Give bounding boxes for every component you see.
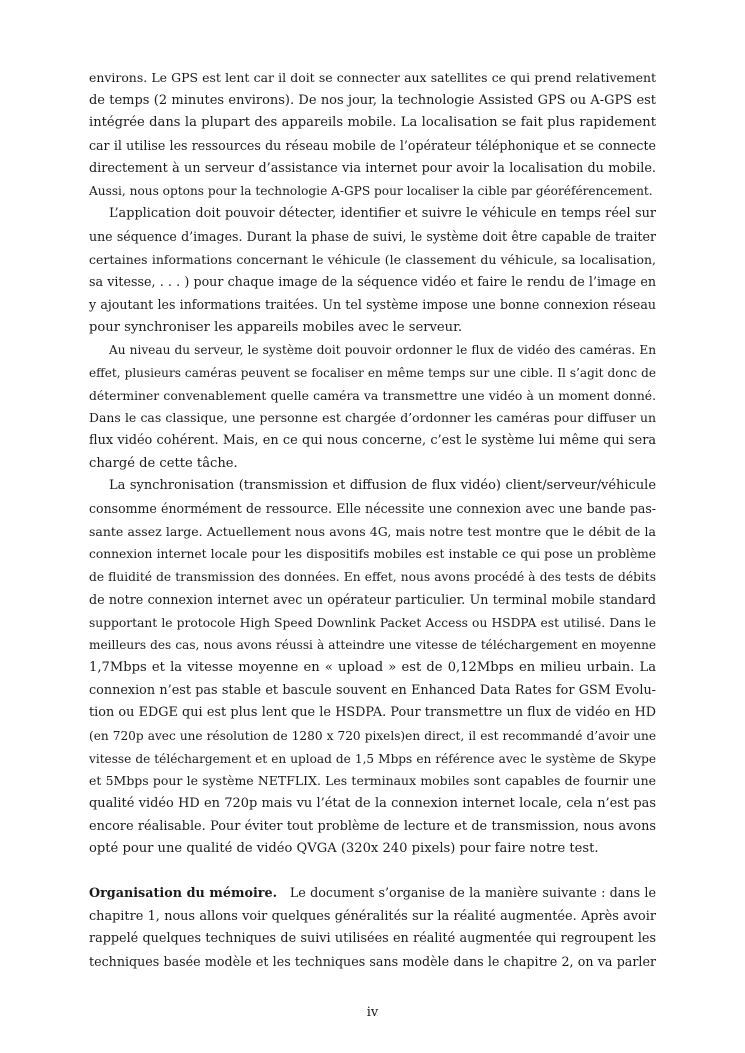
paragraph-application bbox=[89, 203, 656, 339]
section-spacer bbox=[89, 861, 656, 883]
text-line: opté pour une qualité de vidéo QVGA (320x 240 pixels) pour faire notre test. bbox=[89, 841, 599, 857]
text-line: rappelé quelques techniques de suivi utilisées en réalité augmentée qui regroupent les bbox=[89, 931, 656, 947]
text-line: intégrée dans la plupart des appareils mobile. La localisation se fait plus rapidement bbox=[89, 115, 656, 131]
text-line: connexion n’est pas stable et bascule souvent en Enhanced Data Rates for GSM Evolu- bbox=[89, 682, 656, 698]
text-line: chargé de cette tâche. bbox=[89, 455, 238, 471]
text-line: flux vidéo cohérent. Mais, en ce qui nous concerne, c’est le système lui même qui sera bbox=[89, 433, 656, 448]
section-intro-text: Le document s’organise de la manière suivante : dans le bbox=[289, 886, 656, 902]
page-number: iv bbox=[366, 1005, 379, 1020]
text-line: Aussi, nous optons pour la technologie A-GPS pour localiser la cible par géoréférencement. bbox=[89, 184, 653, 199]
text-line: chapitre 1, nous allons voir quelques généralités sur la réalité augmentée. Après avoir bbox=[89, 908, 656, 924]
text-line: L’application doit pouvoir détecter, identifier et suivre le véhicule en temps réel sur bbox=[109, 206, 656, 222]
text-line: certaines informations concernant le véhicule (le classement du véhicule, sa localisation, bbox=[89, 251, 656, 267]
text-line: (en 720p avec une résolution de 1280 x 720 pixels)en direct, il est recommandé d’avoir une bbox=[89, 728, 656, 743]
text-line: de notre connexion internet avec un opérateur particulier. Un terminal mobile standard bbox=[89, 591, 656, 607]
paragraph-serveur bbox=[89, 339, 656, 475]
section-heading: Organisation du mémoire. bbox=[89, 886, 278, 902]
text-line: de temps (2 minutes environs). De nos jour, la technologie Assisted GPS ou A-GPS est bbox=[89, 92, 656, 108]
body-text bbox=[89, 67, 656, 974]
text-line: 1,7Mbps et la vitesse moyenne en « upload » est de 0,12Mbps en milieu urbain. La bbox=[89, 659, 656, 675]
text-line: tion ou EDGE qui est plus lent que le HSDPA. Pour transmettre un flux de vidéo en HD bbox=[89, 705, 656, 721]
text-line: vitesse de téléchargement et en upload de 1,5 Mbps en référence avec le système de Skype bbox=[89, 751, 656, 766]
section-organisation bbox=[89, 883, 656, 974]
text-line: y ajoutant les informations traitées. Un tel système impose une bonne connexion réseau bbox=[89, 296, 656, 312]
paragraph-synchronisation bbox=[89, 475, 656, 861]
text-line: supportant le protocole High Speed Downlink Packet Access ou HSDPA est utilisé. Dans le bbox=[89, 615, 656, 630]
section-first-line bbox=[89, 883, 656, 906]
text-line: sa vitesse, . . . ) pour chaque image de la séquence vidéo et faire le rendu de l’image en bbox=[89, 274, 656, 290]
text-line: de fluidité de transmission des données. En effet, nous avons procédé à des tests de débits bbox=[89, 570, 656, 585]
text-line: effet, plusieurs caméras peuvent se focaliser en même temps sur une cible. Il s’agit donc de bbox=[89, 365, 656, 380]
text-line: une séquence d’images. Durant la phase de suivi, le système doit être capable de traiter bbox=[89, 228, 656, 244]
text-line: car il utilise les ressources du réseau mobile de l’opérateur téléphonique et se connecte bbox=[89, 138, 656, 154]
text-line: sante assez large. Actuellement nous avons 4G, mais notre test montre que le débit de la bbox=[89, 523, 656, 539]
text-line: consomme énormément de ressource. Elle nécessite une connexion avec une bande pas- bbox=[89, 501, 656, 517]
text-line: déterminer convenablement quelle caméra va transmettre une vidéo à un moment donné. bbox=[89, 388, 656, 403]
text-line: La synchronisation (transmission et diffusion de flux vidéo) client/serveur/véhicule bbox=[109, 478, 656, 494]
text-line: meilleurs des cas, nous avons réussi à atteindre une vitesse de téléchargement en moyenne bbox=[89, 638, 656, 653]
text-line: qualité vidéo HD en 720p mais vu l’état de la connexion internet locale, cela n’est pas bbox=[89, 796, 656, 811]
text-line: Dans le cas classique, une personne est chargée d’ordonner les caméras pour diffuser un bbox=[89, 410, 656, 426]
text-line: pour synchroniser les appareils mobiles avec le serveur. bbox=[89, 319, 463, 335]
text-line: connexion internet locale pour les dispositifs mobiles est instable ce qui pose un problème bbox=[89, 547, 656, 562]
text-line: et 5Mbps pour le système NETFLIX. Les terminaux mobiles sont capables de fournir une bbox=[89, 773, 656, 789]
paragraph-gps bbox=[89, 67, 656, 203]
text-line: directement à un serveur d’assistance via internet pour avoir la localisation du mobile. bbox=[89, 160, 656, 176]
text-line: techniques basée modèle et les techniques sans modèle dans le chapitre 2, on va parler bbox=[89, 954, 656, 970]
text-line: environs. Le GPS est lent car il doit se connecter aux satellites ce qui prend relativement bbox=[89, 70, 656, 85]
text-line: Au niveau du serveur, le système doit pouvoir ordonner le flux de vidéo des caméras. En bbox=[109, 343, 656, 358]
text-line: encore réalisable. Pour éviter tout problème de lecture et de transmission, nous avons bbox=[89, 818, 656, 834]
